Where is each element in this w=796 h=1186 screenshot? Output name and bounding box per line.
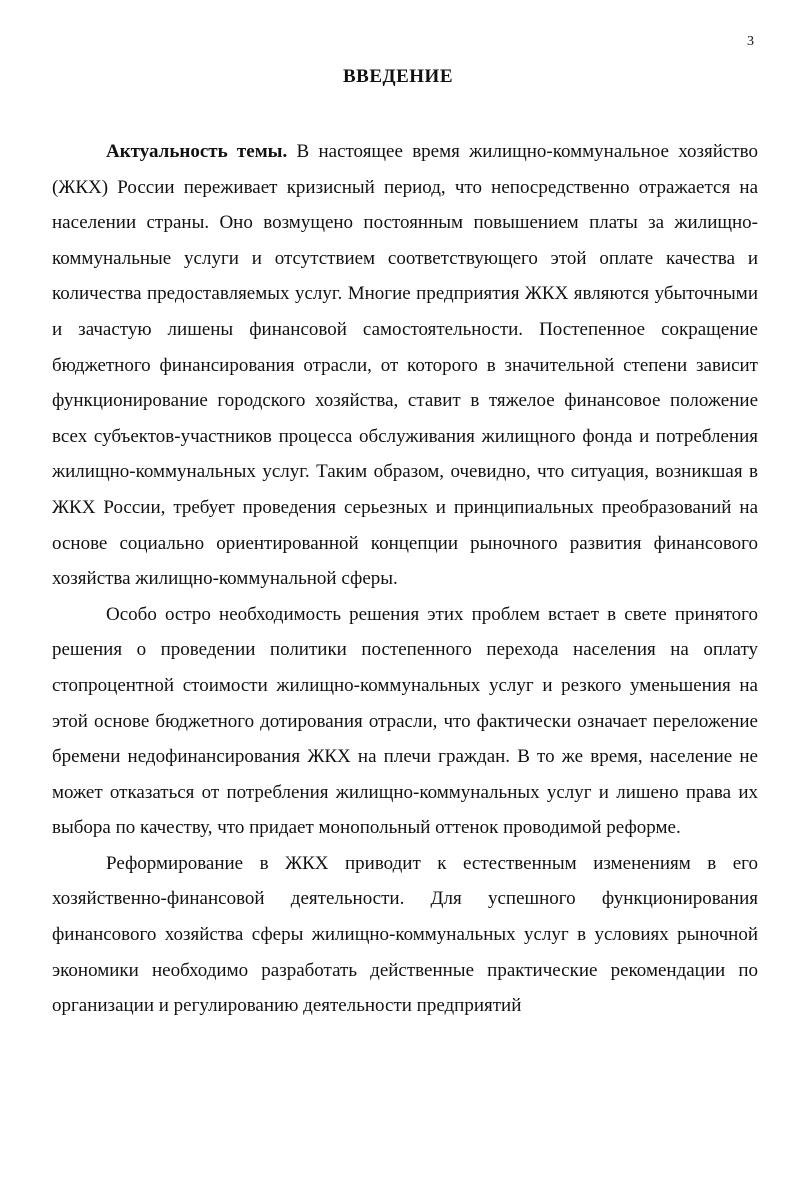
- paragraph-reform: [52, 846, 758, 1024]
- paragraph-text: Реформирование в ЖКХ приводит к естественным изменениям в его хозяйственно-финансовой деятельности. Для успешного функционирования финансового хозяйства сферы жилищно-коммунальных услуг в условиях рыночной экономики необходимо разработать действенные практические рекомендации по организации и регулированию деятельности предприятий: [52, 852, 758, 1017]
- page-number: 3: [747, 34, 754, 49]
- paragraph-relevance: [52, 134, 758, 597]
- paragraph-text: Особо остро необходимость решения этих проблем встает в свете принятого решения о проведении политики постепенного перехода населения на оплату стопроцентной стоимости жилищно-коммунальных услуг и резкого уменьшения на этой основе бюджетного дотирования отрасли, что фактически означает переложение бремени недофинансирования ЖКХ на плечи граждан. В то же время, население не может отказаться от потребления жилищно-коммунальных услуг и лишено права их выбора по качеству, что придает монопольный оттенок проводимой реформе.: [52, 603, 758, 839]
- paragraph-lead: Актуальность темы.: [106, 141, 288, 162]
- page-title: ВВЕДЕНИЕ: [343, 66, 453, 87]
- paragraph-text: В настоящее время жилищно-коммунальное хозяйство (ЖКХ) России переживает кризисный период, что непосредственно отражается на населении страны. Оно возмущено постоянным повышением платы за жилищно-коммунальные услуги и отсутствием соответствующего этой оплате качества и количества предоставляемых услуг. Многие предприятия ЖКХ являются убыточными и зачастую лишены финансовой самостоятельности. Постепенное сокращение бюджетного финансирования отрасли, от которого в значительной степени зависит функционирование городского хозяйства, ставит в тяжелое финансовое положение всех субъектов-участников процесса обслуживания жилищного фонда и потребления жилищно-коммунальных услуг. Таким образом, очевидно, что ситуация, возникшая в ЖКХ России, требует проведения серьезных и принципиальных преобразований на основе социально ориентированной концепции рыночного развития финансового хозяйства жилищно-коммунальной сферы.: [52, 141, 758, 590]
- paragraph-problems: [52, 597, 758, 846]
- body-text: [52, 134, 758, 1024]
